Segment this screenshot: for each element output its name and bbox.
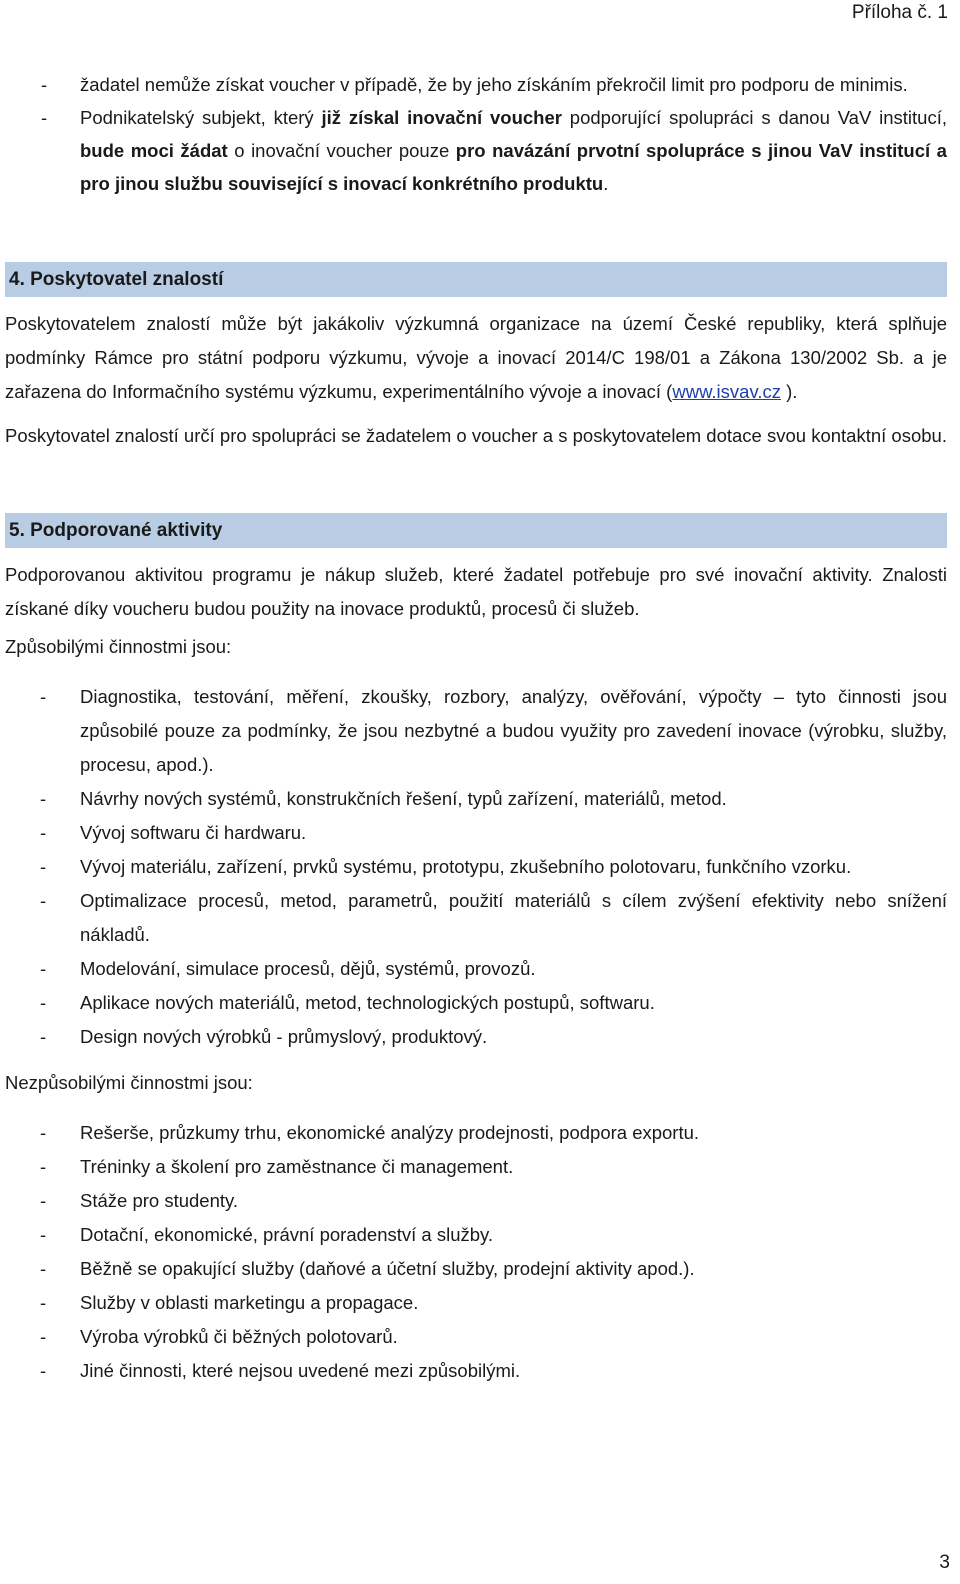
list-item-text: Vývoj materiálu, zařízení, prvků systému, prototypu, zkušebního polotovaru, funkčního vzorku. bbox=[80, 856, 852, 877]
list-item: - Vývoj materiálu, zařízení, prvků systému, prototypu, zkušebního polotovaru, funkčního vzorku. bbox=[40, 856, 852, 877]
list-item: - Aplikace nových materiálů, metod, technologických postupů, softwaru. bbox=[40, 992, 655, 1013]
section-4-paragraph: Poskytovatel znalostí určí pro spolupráci se žadatelem o voucher a s poskytovatelem dotace svou kontaktní osobu. bbox=[5, 425, 947, 446]
list-item: - Tréninky a školení pro zaměstnance či management. bbox=[40, 1156, 514, 1177]
section-4-paragraph: Poskytovatelem znalostí může být jakákoliv výzkumná organizace na území České republiky, která splňuje podmínky Rámce pro státní podporu výzkumu, vývoje a inovací 2014/C 198/01 a Zákona 130/2002 Sb. a je zařazena do Informačního systému výzkumu, experimentálního vývoje a inovací (www.isvav.cz ). bbox=[5, 313, 947, 402]
page-number: 3 bbox=[939, 1552, 950, 1573]
list-item-text: Diagnostika, testování, měření, zkoušky, rozbory, analýzy, ověřování, výpočty – tyto činnosti jsou způsobilé pouze za podmínky, že jsou nezbytné a budou využity pro zavedení inovace (výrobku, služby, procesu, apod.). bbox=[80, 686, 947, 775]
intro-list bbox=[5, 68, 947, 200]
list-item-text: Dotační, ekonomické, právní poradenství a služby. bbox=[80, 1224, 494, 1245]
list-item-text: Návrhy nových systémů, konstrukčních řešení, typů zařízení, materiálů, metod. bbox=[80, 788, 727, 809]
list-item-text: Výroba výrobků či běžných polotovarů. bbox=[80, 1326, 398, 1347]
list-item: - Rešerše, průzkumy trhu, ekonomické analýzy prodejnosti, podpora exportu. bbox=[40, 1122, 700, 1143]
list-item: - Modelování, simulace procesů, dějů, systémů, provozů. bbox=[40, 958, 536, 979]
list-item-text: Jiné činnosti, které nejsou uvedené mezi způsobilými. bbox=[80, 1360, 521, 1381]
list-item: - Vývoj softwaru či hardwaru. bbox=[40, 822, 307, 843]
eligible-list bbox=[5, 680, 947, 1054]
list-item: - Výroba výrobků či běžných polotovarů. bbox=[40, 1326, 398, 1347]
section-5-heading: 5. Podporované aktivity bbox=[5, 513, 947, 548]
document-body bbox=[5, 68, 947, 1388]
eligible-heading: Způsobilými činnostmi jsou: bbox=[5, 636, 232, 657]
ineligible-list bbox=[5, 1116, 947, 1388]
list-item-text: Služby v oblasti marketingu a propagace. bbox=[80, 1292, 419, 1313]
list-item-text: Běžně se opakující služby (daňové a účetní služby, prodejní aktivity apod.). bbox=[80, 1258, 695, 1279]
list-item: - Dotační, ekonomické, právní poradenství a služby. bbox=[40, 1224, 494, 1245]
list-item: - žadatel nemůže získat voucher v případě, že by jeho získáním překročil limit pro podporu de minimis. bbox=[41, 74, 908, 95]
list-item-text: Vývoj softwaru či hardwaru. bbox=[80, 822, 307, 843]
section-4-heading: 4. Poskytovatel znalostí bbox=[5, 262, 947, 297]
list-item: - Návrhy nových systémů, konstrukčních řešení, typů zařízení, materiálů, metod. bbox=[40, 788, 727, 809]
list-item: - Podnikatelský subjekt, který již získal inovační voucher podporující spolupráci s danou VaV institucí, bude moci žádat o inovační voucher pouze pro navázání prvotní spolupráce s jinou VaV institucí a pro jinou službu související s inovací konkrétního produktu. bbox=[41, 107, 947, 194]
list-item: - Diagnostika, testování, měření, zkoušky, rozbory, analýzy, ověřování, výpočty – tyto činnosti jsou způsobilé pouze za podmínky, že jsou nezbytné a budou využity pro zavedení inovace (výrobku, služby, procesu, apod.). bbox=[40, 686, 947, 775]
section-5-paragraph: Podporovanou aktivitou programu je nákup služeb, které žadatel potřebuje pro své inovační aktivity. Znalosti získané díky voucheru budou použity na inovace produktů, procesů či služeb. bbox=[5, 564, 947, 619]
list-item-text: Stáže pro studenty. bbox=[80, 1190, 239, 1211]
list-item: - Služby v oblasti marketingu a propagace. bbox=[40, 1292, 419, 1313]
list-item-text: Modelování, simulace procesů, dějů, systémů, provozů. bbox=[80, 958, 536, 979]
ineligible-heading: Nezpůsobilými činnostmi jsou: bbox=[5, 1072, 253, 1093]
list-item: - Stáže pro studenty. bbox=[40, 1190, 239, 1211]
list-item-text: Design nových výrobků - průmyslový, produktový. bbox=[80, 1026, 488, 1047]
list-item-text: žadatel nemůže získat voucher v případě, že by jeho získáním překročil limit pro podporu de minimis. bbox=[80, 74, 908, 95]
list-item-text: Optimalizace procesů, metod, parametrů, použití materiálů s cílem zvýšení efektivity nebo snížení nákladů. bbox=[80, 890, 947, 945]
list-item: - Běžně se opakující služby (daňové a účetní služby, prodejní aktivity apod.). bbox=[40, 1258, 695, 1279]
list-item-text: Rešerše, průzkumy trhu, ekonomické analýzy prodejnosti, podpora exportu. bbox=[80, 1122, 700, 1143]
list-item: - Jiné činnosti, které nejsou uvedené mezi způsobilými. bbox=[40, 1360, 521, 1381]
list-item: - Design nových výrobků - průmyslový, produktový. bbox=[40, 1026, 488, 1047]
list-item-text: Tréninky a školení pro zaměstnance či management. bbox=[80, 1156, 514, 1177]
list-item: - Optimalizace procesů, metod, parametrů, použití materiálů s cílem zvýšení efektivity nebo snížení nákladů. bbox=[40, 890, 947, 945]
list-item-text: Aplikace nových materiálů, metod, technologických postupů, softwaru. bbox=[80, 992, 655, 1013]
isvav-link[interactable]: www.isvav.cz bbox=[672, 381, 781, 402]
annex-label: Příloha č. 1 bbox=[851, 2, 948, 23]
